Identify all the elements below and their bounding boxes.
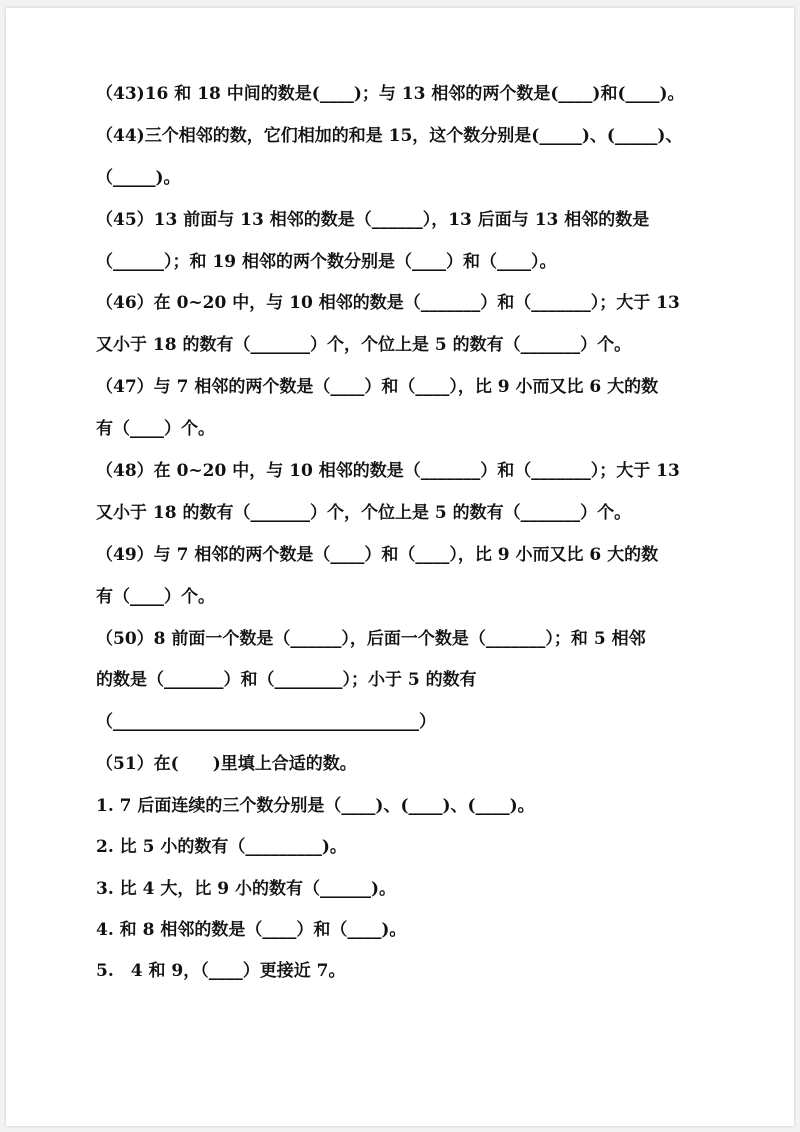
- q45-line-cont: （______）；和 19 相邻的两个数分别是（____）和（____）。: [96, 251, 557, 272]
- q43-line: （43)16 和 18 中间的数是(____)；与 13 相邻的两个数是(____)和(____)。: [96, 84, 685, 104]
- q49-line-cont: 有（____）个。: [96, 586, 215, 607]
- q44-line: （44)三个相邻的数，它们相加的和是 15，这个数分别是(_____)、(_____)、: [96, 125, 683, 146]
- q48-line: （48）在 0~20 中，与 10 相邻的数是（_______）和（_______）；大于 13: [96, 461, 680, 482]
- question-list: [96, 74, 736, 993]
- q45-line: （45）13 前面与 13 相邻的数是（______），13 后面与 13 相邻的数是: [96, 209, 650, 230]
- q50-answer-line: （____________________________________）: [96, 712, 436, 733]
- q47-line-cont: 有（____）个。: [96, 419, 215, 440]
- q51-item-1: 1. 7 后面连续的三个数分别是（____)、(____)、(____)。: [96, 796, 535, 817]
- q51-item-4: 4. 和 8 相邻的数是（____）和（____)。: [96, 920, 407, 941]
- q46-line: （46）在 0~20 中，与 10 相邻的数是（_______）和（_______）；大于 13: [96, 293, 680, 314]
- worksheet-page: [6, 8, 794, 1126]
- q51-item-2: 2. 比 5 小的数有（_________)。: [96, 837, 347, 858]
- q50-line-cont: 的数是（_______）和（________）；小于 5 的数有: [96, 670, 477, 691]
- q50-line: （50）8 前面一个数是（______），后面一个数是（_______）；和 5 相邻: [96, 628, 646, 649]
- q44-line-cont: （_____)。: [96, 167, 181, 188]
- q51-heading: （51）在( )里填上合适的数。: [96, 754, 357, 775]
- q46-line-cont: 又小于 18 的数有（_______）个，个位上是 5 的数有（_______）个。: [96, 335, 632, 356]
- q48-line-cont: 又小于 18 的数有（_______）个，个位上是 5 的数有（_______）个。: [96, 502, 632, 523]
- q49-line: （49）与 7 相邻的两个数是（____）和（____），比 9 小而又比 6 大的数: [96, 544, 659, 565]
- q51-item-5: 5. 4 和 9，（____）更接近 7。: [96, 961, 346, 982]
- q51-item-3: 3. 比 4 大，比 9 小的数有（______)。: [96, 878, 397, 899]
- q47-line: （47）与 7 相邻的两个数是（____）和（____），比 9 小而又比 6 大的数: [96, 377, 659, 398]
